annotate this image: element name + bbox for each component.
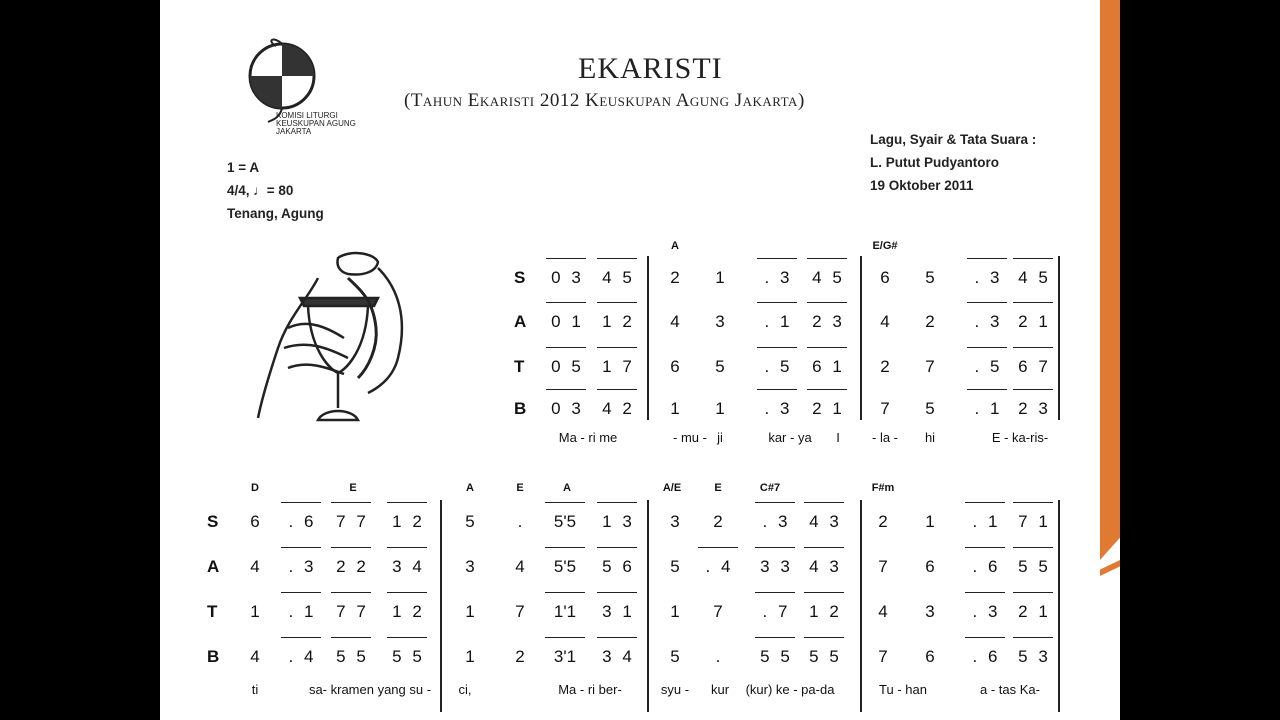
note-beat: 4 bbox=[880, 312, 890, 331]
note-beat: 5 3 bbox=[1005, 647, 1061, 667]
note-beat: . 4 bbox=[690, 557, 746, 577]
note-beat: 5 bbox=[670, 647, 680, 666]
note-beat: 1 bbox=[465, 647, 475, 666]
note-beat: . 5 bbox=[749, 357, 805, 377]
note-beat: 4 5 bbox=[589, 268, 645, 288]
note-beat: 4 bbox=[250, 557, 260, 576]
note-beat: 6 bbox=[250, 512, 260, 531]
chord-symbol: A bbox=[563, 482, 571, 494]
note-beat: . 3 bbox=[749, 399, 805, 419]
note-beat: 0 5 bbox=[538, 357, 594, 377]
logo-line: KEUSKUPAN AGUNG bbox=[276, 119, 356, 128]
note-beat: 4 3 bbox=[796, 557, 852, 577]
note-beat: . bbox=[517, 512, 523, 531]
note-beat: 6 bbox=[880, 268, 890, 287]
lyric-syllable: kur bbox=[710, 682, 730, 697]
right-orange-strip bbox=[1100, 0, 1120, 560]
song-info bbox=[227, 156, 324, 225]
note-beat: . 6 bbox=[273, 512, 329, 532]
barline bbox=[440, 500, 442, 712]
note-beat: 5 5 bbox=[747, 647, 803, 667]
chord-symbol: E/G# bbox=[872, 240, 898, 252]
song-subtitle: (Tahun Ekaristi 2012 Keuskupan Agung Jakarta) bbox=[404, 90, 805, 111]
note-beat: 0 3 bbox=[538, 268, 594, 288]
note-beat: 1 bbox=[925, 512, 935, 531]
note-beat: 3 bbox=[670, 512, 680, 531]
barline bbox=[1058, 500, 1060, 712]
note-beat: 2 1 bbox=[1005, 312, 1061, 332]
note-beat: 1 bbox=[670, 399, 680, 418]
key-signature: 1 = A bbox=[227, 160, 260, 175]
note-beat: 1 bbox=[715, 399, 725, 418]
note-beat: 0 1 bbox=[538, 312, 594, 332]
note-beat: 5'5 bbox=[537, 557, 593, 577]
note-beat: 4 bbox=[250, 647, 260, 666]
note-beat: 7 bbox=[880, 399, 890, 418]
note-beat: 5 bbox=[670, 557, 680, 576]
song-title: EKARISTI bbox=[578, 52, 723, 85]
note-beat: 1 2 bbox=[589, 312, 645, 332]
note-beat: 3 3 bbox=[747, 557, 803, 577]
note-beat: 6 1 bbox=[799, 357, 855, 377]
note-beat: 7 bbox=[878, 557, 888, 576]
note-beat: . 7 bbox=[747, 602, 803, 622]
chord-symbol: E bbox=[516, 482, 524, 494]
note-beat: . 3 bbox=[959, 268, 1015, 288]
note-beat: 6 7 bbox=[1005, 357, 1061, 377]
note-beat: . 5 bbox=[959, 357, 1015, 377]
lyric-syllable: - mu - bbox=[673, 430, 707, 445]
note-beat: . 1 bbox=[957, 512, 1013, 532]
chord-symbol: D bbox=[251, 482, 259, 494]
note-beat: 6 bbox=[670, 357, 680, 376]
barline bbox=[647, 500, 649, 712]
logo-caption bbox=[276, 112, 356, 136]
lyric-syllable: a - tas Ka- bbox=[980, 682, 1040, 697]
chord-symbol: A bbox=[466, 482, 474, 494]
note-beat: . 3 bbox=[957, 602, 1013, 622]
note-beat: . 3 bbox=[273, 557, 329, 577]
note-beat: . 1 bbox=[273, 602, 329, 622]
note-beat: 2 bbox=[670, 268, 680, 287]
barline bbox=[647, 256, 649, 420]
note-beat: 1'1 bbox=[537, 602, 593, 622]
note-beat: 5 bbox=[925, 268, 935, 287]
voice-label: A bbox=[514, 312, 527, 331]
note-beat: 1 bbox=[715, 268, 725, 287]
note-beat: 7 7 bbox=[323, 602, 379, 622]
note-beat: 3 1 bbox=[589, 602, 645, 622]
note-beat: 4 bbox=[878, 602, 888, 621]
note-beat: 2 1 bbox=[799, 399, 855, 419]
barline bbox=[860, 256, 862, 420]
note-beat: 5 bbox=[465, 512, 475, 531]
logo-line: KOMISI LITURGI bbox=[276, 111, 338, 120]
lyric-syllable: ti bbox=[251, 682, 259, 697]
chalice-illustration bbox=[248, 248, 418, 433]
tempo: 4/4, ♩= 80 bbox=[227, 183, 294, 198]
lyric-syllable: kar - ya bbox=[768, 430, 812, 445]
note-beat: . 3 bbox=[959, 312, 1015, 332]
lyric-syllable: I bbox=[836, 430, 840, 445]
note-beat: 3'1 bbox=[537, 647, 593, 667]
note-beat: 5 bbox=[925, 399, 935, 418]
note-beat: . 4 bbox=[273, 647, 329, 667]
note-beat: 1 bbox=[670, 602, 680, 621]
note-beat: 3 bbox=[465, 557, 475, 576]
note-beat: . 3 bbox=[747, 512, 803, 532]
note-beat: . 6 bbox=[957, 557, 1013, 577]
note-beat: 2 3 bbox=[1005, 399, 1061, 419]
lyric-syllable: ci, bbox=[458, 682, 472, 697]
note-beat: 5 bbox=[715, 357, 725, 376]
voice-label: B bbox=[207, 647, 220, 666]
note-beat: . 1 bbox=[749, 312, 805, 332]
note-beat: 6 bbox=[925, 557, 935, 576]
voice-label: B bbox=[514, 399, 527, 418]
voice-label: S bbox=[514, 268, 526, 287]
note-beat: 4 bbox=[670, 312, 680, 331]
note-beat: 2 bbox=[880, 357, 890, 376]
note-beat: 1 7 bbox=[589, 357, 645, 377]
note-beat: 3 4 bbox=[589, 647, 645, 667]
note-beat: 2 3 bbox=[799, 312, 855, 332]
chord-symbol: A/E bbox=[662, 482, 682, 494]
note-beat: 2 bbox=[925, 312, 935, 331]
barline bbox=[1058, 256, 1060, 420]
lyric-syllable: sa- kramen yang su - bbox=[308, 682, 432, 697]
note-beat: . 6 bbox=[957, 647, 1013, 667]
voice-label: A bbox=[207, 557, 220, 576]
chord-symbol: F#m bbox=[871, 482, 895, 494]
note-beat: 7 1 bbox=[1005, 512, 1061, 532]
lyric-syllable: ji bbox=[717, 430, 723, 445]
lyric-syllable: Ma - ri ber- bbox=[558, 682, 622, 697]
note-beat: 3 4 bbox=[379, 557, 435, 577]
note-beat: 1 2 bbox=[796, 602, 852, 622]
voice-label: T bbox=[514, 357, 525, 376]
mood: Tenang, Agung bbox=[227, 206, 324, 221]
note-beat: 5 5 bbox=[1005, 557, 1061, 577]
note-beat: 5 5 bbox=[379, 647, 435, 667]
note-beat: 7 bbox=[878, 647, 888, 666]
note-beat: 7 bbox=[925, 357, 935, 376]
lyric-syllable: Ma - ri me bbox=[558, 430, 618, 445]
note-beat: 3 bbox=[925, 602, 935, 621]
lyric-syllable: hi bbox=[924, 430, 936, 445]
note-beat: 6 bbox=[925, 647, 935, 666]
logo-line: JAKARTA bbox=[276, 127, 312, 136]
note-beat: 5 5 bbox=[796, 647, 852, 667]
note-beat: 7 bbox=[515, 602, 525, 621]
note-beat: 5'5 bbox=[537, 512, 593, 532]
credit-label: Lagu, Syair & Tata Suara : bbox=[870, 132, 1037, 147]
note-beat: 2 bbox=[515, 647, 525, 666]
lyric-syllable: - la - bbox=[872, 430, 898, 445]
date: 19 Oktober 2011 bbox=[870, 178, 974, 193]
voice-label: S bbox=[207, 512, 219, 531]
lyric-syllable: (kur) ke - pa-da bbox=[745, 682, 835, 697]
note-beat: 2 1 bbox=[1005, 602, 1061, 622]
note-beat: 4 5 bbox=[1005, 268, 1061, 288]
note-beat: 5 6 bbox=[589, 557, 645, 577]
credits bbox=[870, 128, 1036, 197]
note-beat: 7 bbox=[713, 602, 723, 621]
note-beat: 2 bbox=[713, 512, 723, 531]
note-beat: 1 2 bbox=[379, 512, 435, 532]
composer: L. Putut Pudyantoro bbox=[870, 155, 999, 170]
note-beat: 4 bbox=[515, 557, 525, 576]
lyric-syllable: Tu - han bbox=[879, 682, 927, 697]
note-beat: 2 2 bbox=[323, 557, 379, 577]
note-beat: 4 2 bbox=[589, 399, 645, 419]
chord-symbol: C#7 bbox=[759, 482, 781, 494]
note-beat: 5 5 bbox=[323, 647, 379, 667]
chord-symbol: E bbox=[714, 482, 722, 494]
lyric-syllable: E - ka-ris- bbox=[991, 430, 1049, 445]
note-beat: 1 bbox=[465, 602, 475, 621]
note-beat: 4 5 bbox=[799, 268, 855, 288]
note-beat: 7 7 bbox=[323, 512, 379, 532]
note-beat: 0 3 bbox=[538, 399, 594, 419]
chord-symbol: A bbox=[671, 240, 679, 252]
note-beat: . 3 bbox=[749, 268, 805, 288]
note-beat: 1 bbox=[250, 602, 260, 621]
barline bbox=[860, 500, 862, 712]
note-beat: 4 3 bbox=[796, 512, 852, 532]
note-beat: 1 3 bbox=[589, 512, 645, 532]
note-beat: 1 2 bbox=[379, 602, 435, 622]
voice-label: T bbox=[207, 602, 218, 621]
note-beat: . 1 bbox=[959, 399, 1015, 419]
note-beat: . bbox=[715, 647, 721, 666]
lyric-syllable: syu - bbox=[660, 682, 690, 697]
chord-symbol: E bbox=[349, 482, 357, 494]
note-beat: 3 bbox=[715, 312, 725, 331]
note-beat: 2 bbox=[878, 512, 888, 531]
